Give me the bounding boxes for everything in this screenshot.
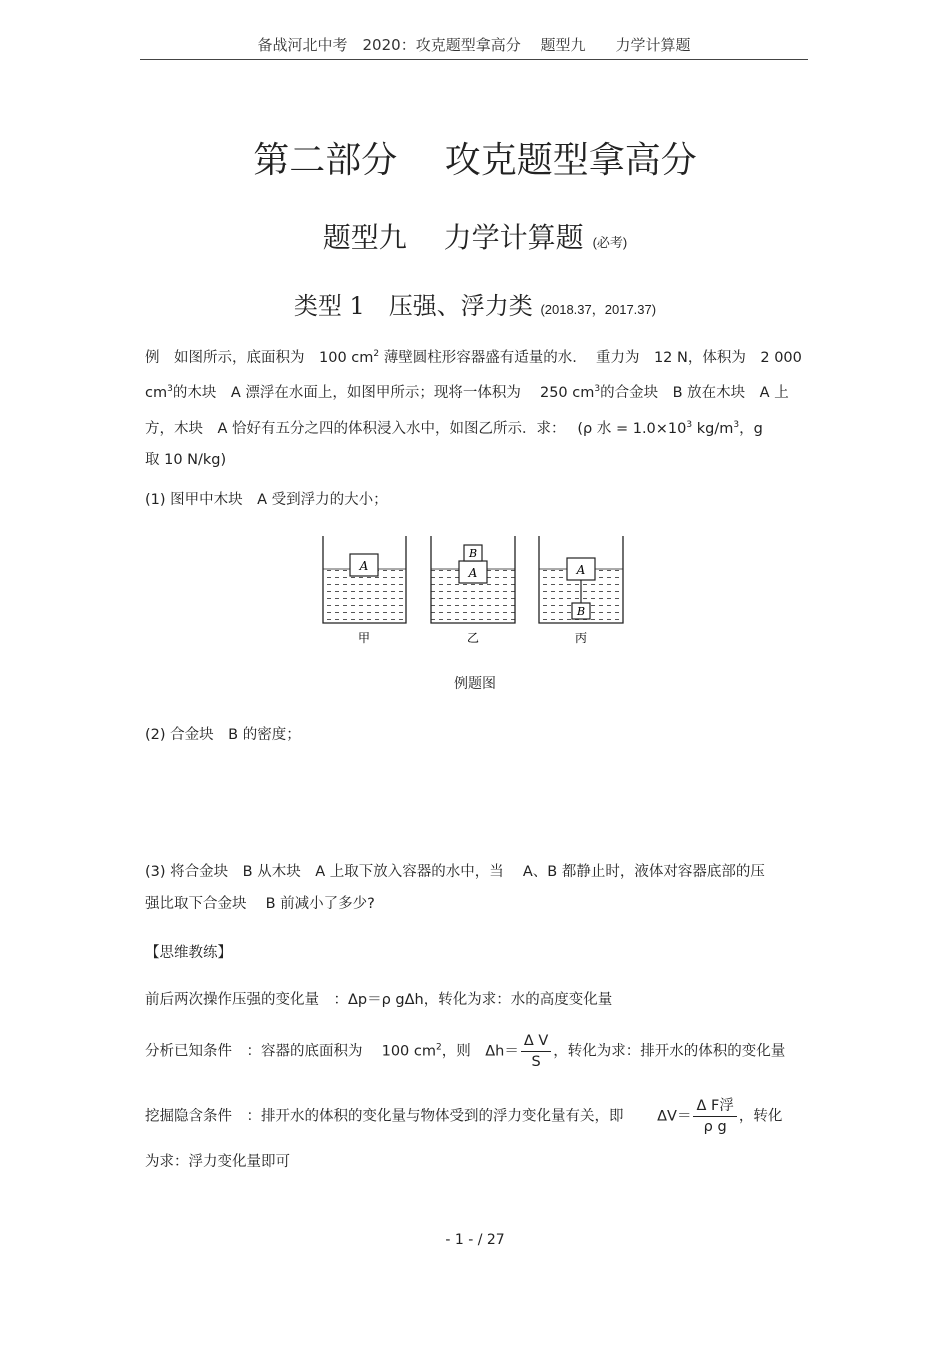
example-figure [318, 532, 628, 652]
block-b-label: B [576, 605, 586, 618]
part-title: 第二部分 攻克题型拿高分 [253, 140, 697, 181]
delta-v-fraction: $\frac{\text{Δ F浮}}{\text{ρ g}}$ [693, 1096, 736, 1137]
thinking-step-2: 分析已知条件 ：容器的底面积为 100 $cm^2$，则 Δh＝ $\frac{\text{Δ V}}{S}$ ，转化为求：排开水的体积的变化量 [145, 1033, 786, 1070]
question-2: (2) 合金块 B 的密度； [145, 727, 301, 743]
question-1: (1) 图甲中木块 A 受到浮力的大小； [145, 492, 388, 508]
container-bing [539, 536, 623, 623]
header-rule [140, 59, 808, 60]
question-type-main: 题型九 力学计算题 [322, 221, 584, 254]
thinking-step-3: 挖掘隐含条件 ：排开水的体积的变化量与物体受到的浮力变化量有关，即 ΔV＝ $\frac{\text{Δ F浮}}{\text{ρ g}}$ ，转化 [145, 1098, 783, 1135]
block-a-label: A [468, 566, 478, 580]
category-title [0, 286, 950, 321]
category-main: 类型 1 压强、浮力类 [293, 292, 533, 320]
delta-h-fraction: $\frac{\text{Δ V}}{S}$ [521, 1031, 551, 1072]
intro-line-4: 取 10 N/kg) [145, 451, 227, 468]
category-note: (2018.37，2017.37) [540, 302, 657, 317]
question-3-line-1: (3) 将合金块 B 从木块 A 上取下放入容器的水中，当 A、B 都静止时，液体对容器底部的压 [145, 864, 765, 880]
question-3 [145, 857, 807, 920]
intro-line-1: 例 如图所示，底面积为 100 $cm^2$ 薄壁圆柱形容器盛有适量的水. 重力为 12 N，体积为 2 000 [145, 349, 802, 366]
running-header: 备战河北中考 2020：攻克题型拿高分 题型九 力学计算题 [257, 36, 691, 54]
thinking-step-1: 前后两次操作压强的变化量 ：Δp＝ρ gΔh，转化为求：水的高度变化量 [145, 992, 613, 1008]
caption-yi: 乙 [466, 631, 480, 645]
caption-bing: 丙 [574, 631, 588, 645]
page-number: - 1 - / 27 [445, 1232, 505, 1248]
block-a-label: A [576, 563, 586, 577]
thinking-step-4: 为求：浮力变化量即可 [145, 1154, 290, 1170]
block-b-label: B [468, 547, 478, 560]
container-jia [323, 536, 406, 623]
question-3-line-2: 强比取下合金块 B 前减小了多少? [145, 895, 375, 912]
example-intro [145, 339, 807, 476]
question-type-note: (必考) [592, 235, 628, 250]
figure-caption: 例题图 [454, 676, 496, 692]
block-a-label: A [359, 559, 369, 573]
intro-line-2: $cm^3$的木块 A 漂浮在水面上，如图甲所示；现将一体积为 250 $cm^3$的合金块 B 放在木块 A 上 [145, 384, 789, 402]
container-yi [431, 536, 515, 623]
thinking-heading: 【思维教练】 [145, 945, 232, 961]
intro-line-3: 方，木块 A 恰好有五分之四的体积浸入水中，如图乙所示．求： (ρ 水 = $1.0\times 10^3$ $kg/m^3$，g [145, 419, 763, 437]
question-type-title [0, 216, 950, 256]
caption-jia: 甲 [357, 631, 371, 645]
